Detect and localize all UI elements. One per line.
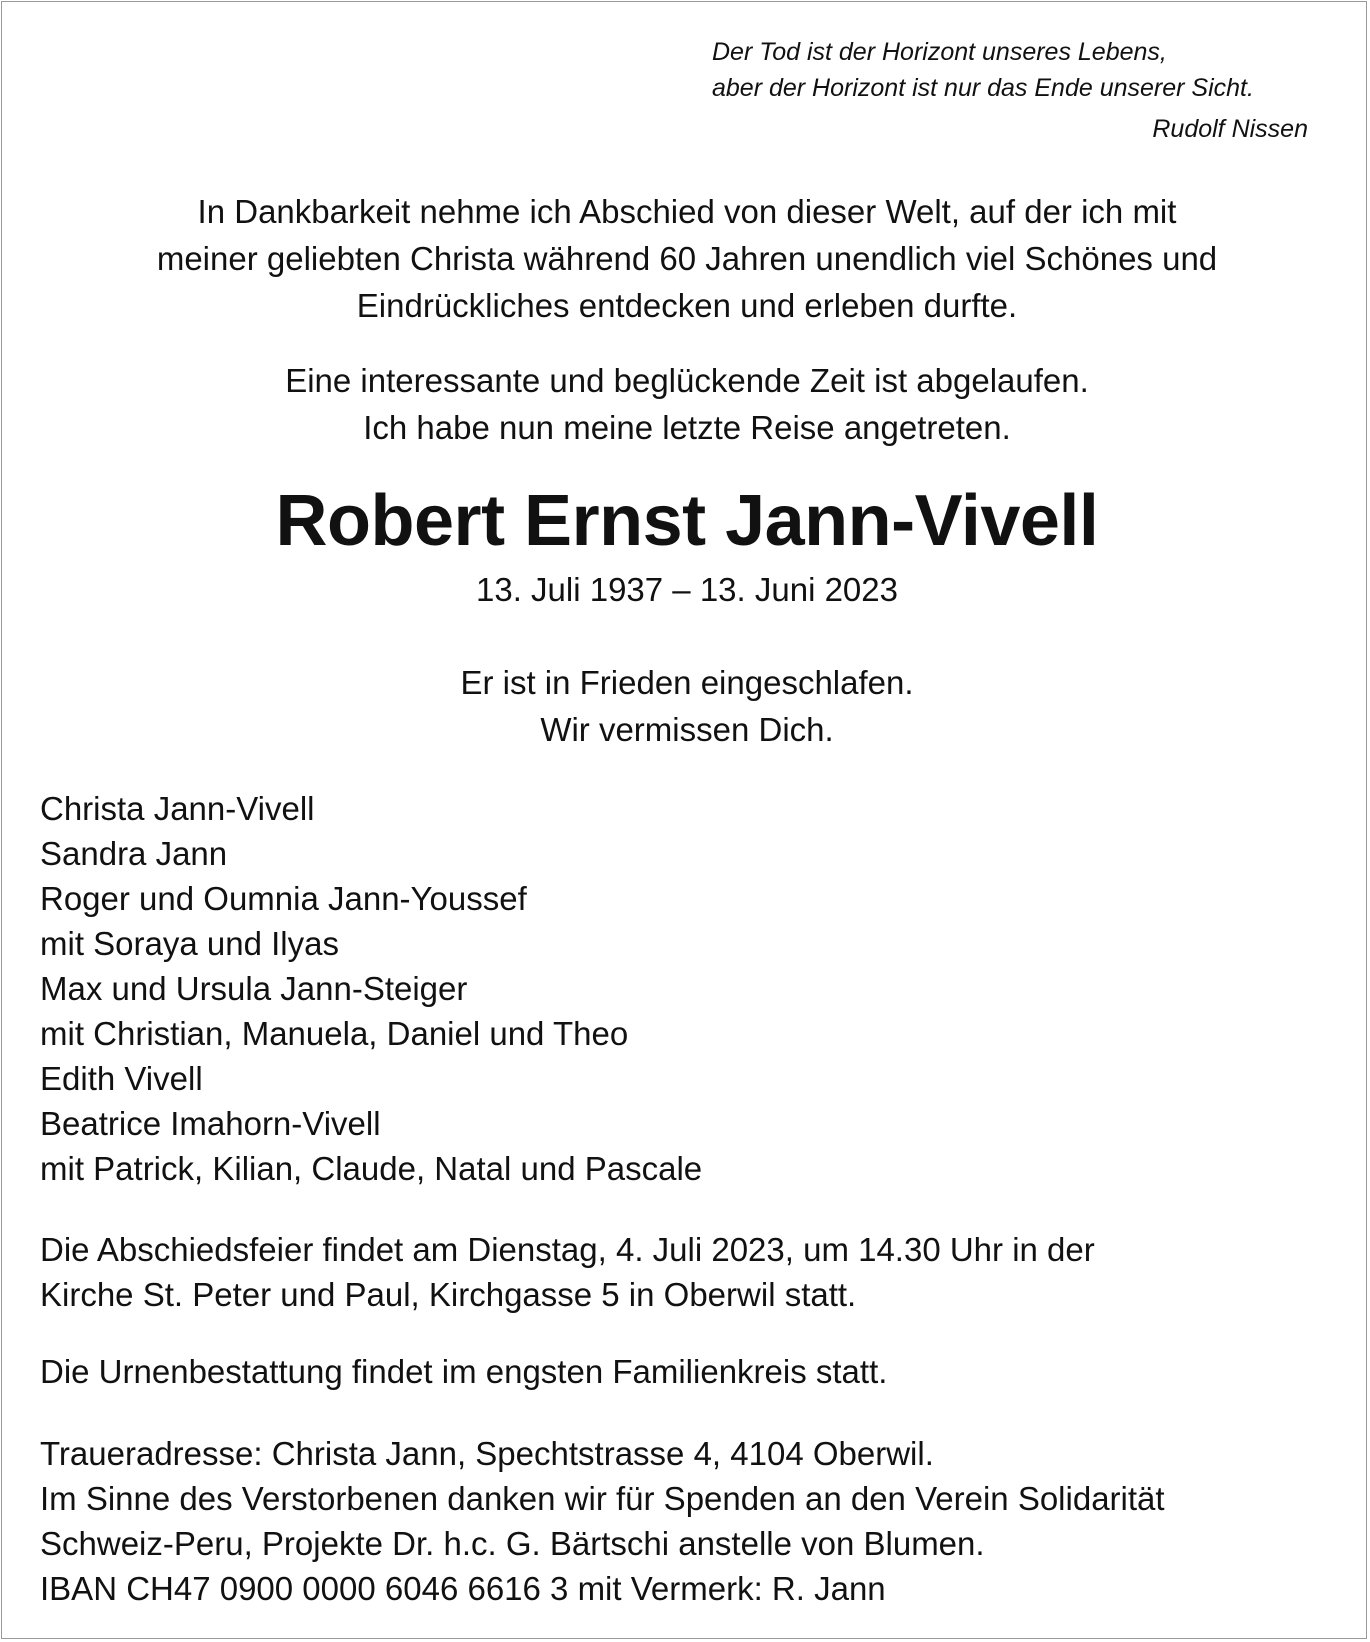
- quote-line: aber der Horizont ist nur das Ende unserer Sicht.: [712, 74, 1254, 102]
- farewell-line: Eine interessante und beglückende Zeit ist abgelaufen.: [285, 362, 1089, 399]
- mourner-item: Sandra Jann: [40, 835, 228, 872]
- mourner-item: Max und Ursula Jann-Steiger: [40, 970, 468, 1007]
- farewell-line: Ich habe nun meine letzte Reise angetreten.: [363, 409, 1011, 446]
- donation-line: Im Sinne des Verstorbenen danken wir für Spenden an den Verein Solidarität: [40, 1480, 1165, 1517]
- quote-author: Rudolf Nissen: [1152, 115, 1308, 143]
- urn-burial-notice: [40, 1349, 1340, 1394]
- mourning-address-block: [40, 1431, 1340, 1611]
- mourner-item: Roger und Oumnia Jann-Youssef: [40, 880, 527, 917]
- mourner-item: mit Patrick, Kilian, Claude, Natal und Pascale: [40, 1150, 703, 1187]
- intro-line: In Dankbarkeit nehme ich Abschied von dieser Welt, auf der ich mit: [197, 193, 1177, 230]
- deceased-name: Robert Ernst Jann-Vivell: [275, 481, 1099, 561]
- mourner-item: mit Soraya und Ilyas: [40, 925, 339, 962]
- mourner-item: Beatrice Imahorn-Vivell: [40, 1105, 381, 1142]
- ceremony-line: Die Abschiedsfeier findet am Dienstag, 4. Juli 2023, um 14.30 Uhr in der: [40, 1231, 1095, 1268]
- address-line: Traueradresse: Christa Jann, Spechtstrasse 4, 4104 Oberwil.: [40, 1435, 934, 1472]
- mourners-list: [40, 786, 1340, 1191]
- obituary-frame: [1, 1, 1367, 1639]
- ceremony-notice: [40, 1227, 1340, 1317]
- donation-line: Schweiz-Peru, Projekte Dr. h.c. G. Bärtschi anstelle von Blumen.: [40, 1525, 985, 1562]
- farewell-paragraph: [2, 357, 1370, 451]
- ceremony-line: Kirche St. Peter und Paul, Kirchgasse 5 in Oberwil statt.: [40, 1276, 857, 1313]
- life-dates: 13. Juli 1937 – 13. Juni 2023: [476, 571, 898, 608]
- peace-line: Er ist in Frieden eingeschlafen.: [460, 664, 914, 701]
- peace-line: Wir vermissen Dich.: [540, 711, 834, 748]
- mourner-item: mit Christian, Manuela, Daniel und Theo: [40, 1015, 629, 1052]
- intro-paragraph: [2, 188, 1370, 329]
- iban-line: IBAN CH47 0900 0000 6046 6616 3 mit Vermerk: R. Jann: [40, 1570, 886, 1607]
- mourner-item: Christa Jann-Vivell: [40, 790, 315, 827]
- intro-line: Eindrückliches entdecken und erleben durfte.: [356, 287, 1018, 324]
- peace-paragraph: [2, 659, 1370, 753]
- urn-line: Die Urnenbestattung findet im engsten Familienkreis statt.: [40, 1353, 888, 1390]
- quote-line: Der Tod ist der Horizont unseres Lebens,: [712, 38, 1167, 66]
- mourner-item: Edith Vivell: [40, 1060, 203, 1097]
- intro-line: meiner geliebten Christa während 60 Jahren unendlich viel Schönes und: [156, 240, 1218, 277]
- epigraph-quote: [712, 34, 1332, 106]
